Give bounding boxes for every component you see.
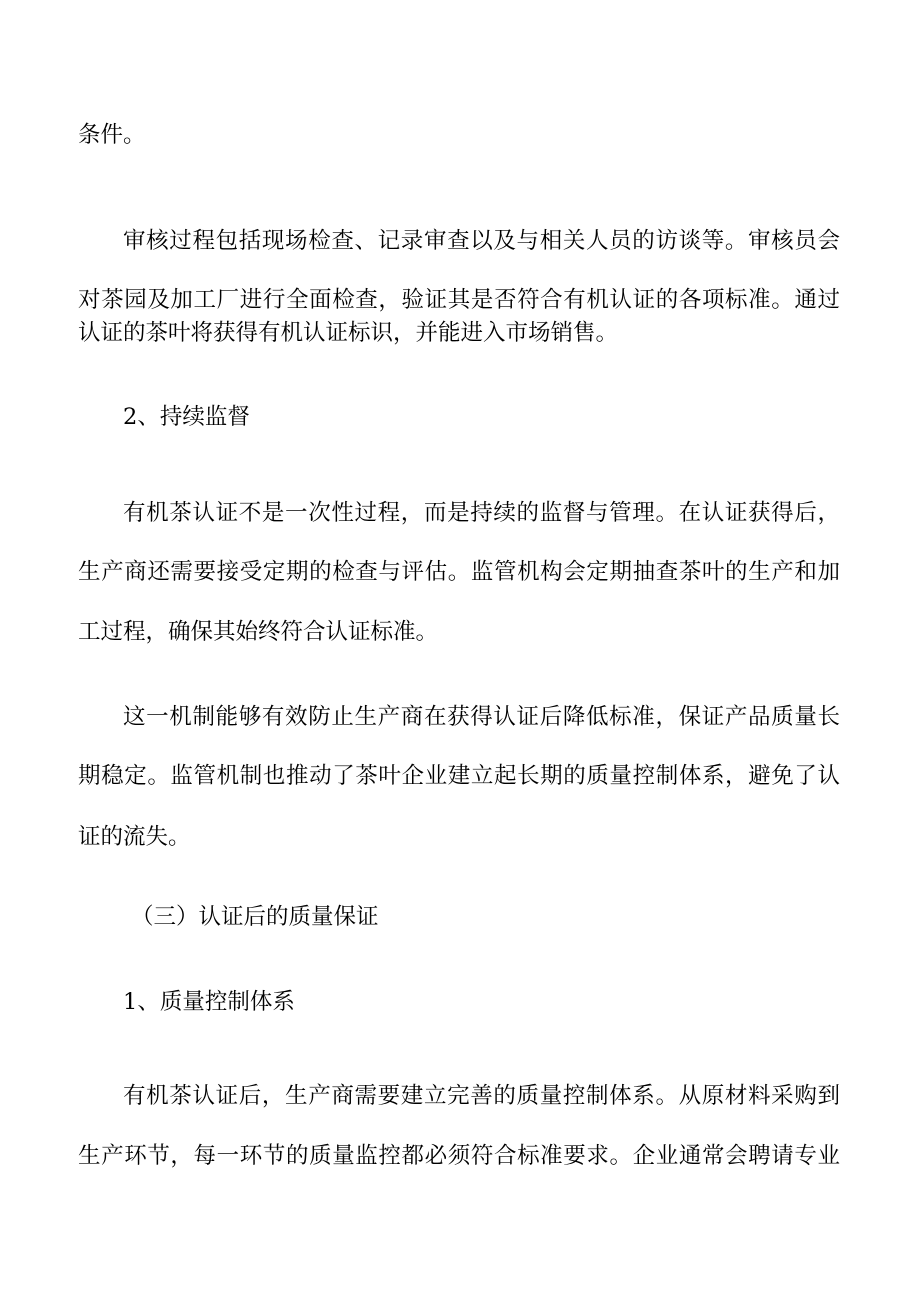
section-heading: （三）认证后的质量保证 [131, 904, 379, 930]
section-heading: 2、持续监督 [123, 404, 250, 430]
paragraph-line: 生产环节，每一环节的质量监控都必须符合标准要求。企业通常会聘请专业 [78, 1143, 840, 1169]
paragraph-line: 对茶园及加工厂进行全面检查，验证其是否符合有机认证的各项标准。通过 [78, 287, 840, 313]
paragraph-line: 认证的茶叶将获得有机认证标识，并能进入市场销售。 [78, 320, 619, 346]
section-heading: 1、质量控制体系 [123, 989, 295, 1015]
paragraph-line: 期稳定。监管机制也推动了茶叶企业建立起长期的质量控制体系，避免了认 [78, 763, 840, 789]
paragraph-line: 有机茶认证不是一次性过程，而是持续的监督与管理。在认证获得后， [123, 500, 840, 526]
paragraph-line: 生产商还需要接受定期的检查与评估。监管机构会定期抽查茶叶的生产和加 [78, 559, 840, 585]
paragraph-line: 这一机制能够有效防止生产商在获得认证后降低标准，保证产品质量长 [123, 704, 840, 730]
paragraph-line: 审核过程包括现场检查、记录审查以及与相关人员的访谈等。审核员会 [123, 228, 840, 254]
paragraph-line: 条件。 [78, 122, 146, 148]
paragraph-line: 有机茶认证后，生产商需要建立完善的质量控制体系。从原材料采购到 [123, 1083, 840, 1109]
paragraph-line: 证的流失。 [78, 824, 191, 850]
paragraph-line: 工过程，确保其始终符合认证标准。 [78, 619, 439, 645]
